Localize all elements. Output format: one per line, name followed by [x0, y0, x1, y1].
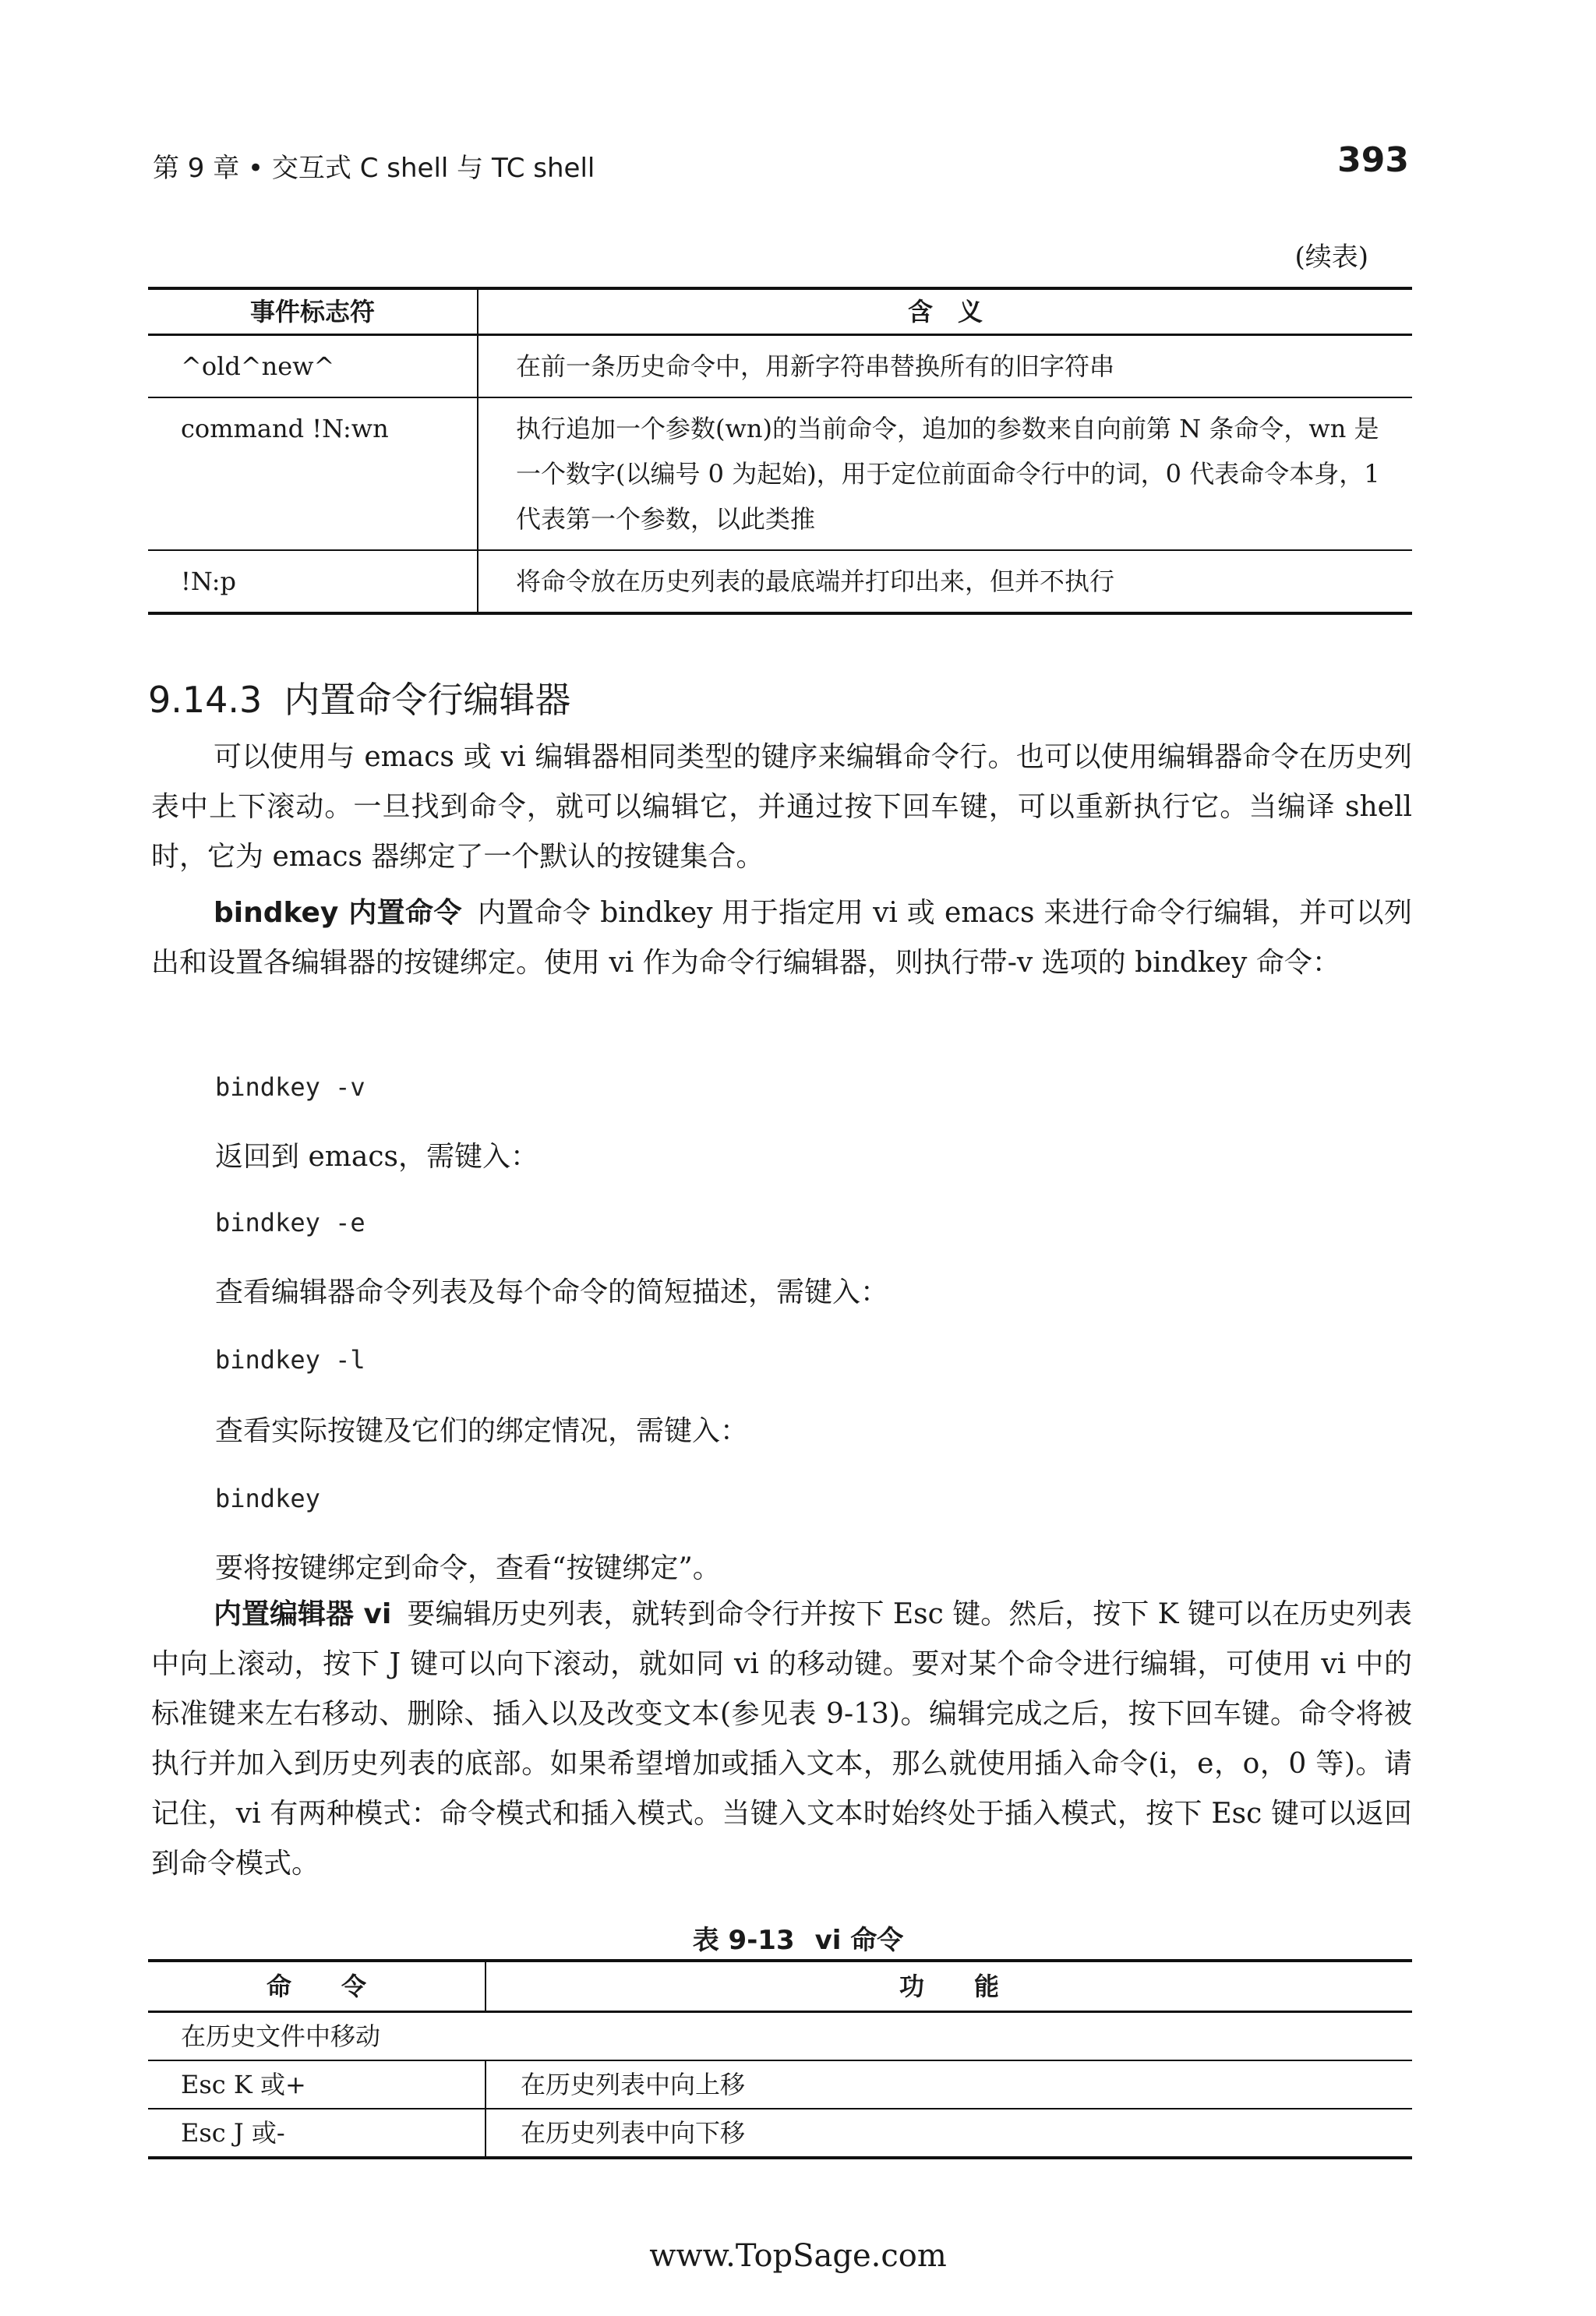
table-row [148, 550, 1412, 613]
table-row [148, 2060, 1412, 2109]
section-number: 9.14.3 [148, 679, 263, 721]
table-row [148, 2109, 1412, 2158]
table-cell: ^old^new^ [148, 335, 478, 398]
code-line: bindkey -l [215, 1345, 365, 1375]
table-cell: !N:p [148, 550, 478, 613]
table-header-cell: 含 义 [478, 288, 1412, 335]
event-designator-table [148, 287, 1412, 615]
footer-url: www.TopSage.com [649, 2238, 947, 2274]
paragraph-lead: 内置编辑器 vi [214, 1598, 392, 1630]
vi-commands-table [148, 1959, 1412, 2159]
code-line: bindkey -v [215, 1072, 365, 1102]
table-caption-number: 表 9-13 [692, 1925, 795, 1956]
code-line: bindkey -e [215, 1208, 365, 1237]
table-header-row [148, 1961, 1412, 2012]
table-row [148, 335, 1412, 398]
section-title: 内置命令行编辑器 [284, 679, 571, 721]
section-heading [148, 672, 570, 723]
text-line: 要将按键绑定到命令，查看“按键绑定”。 [215, 1552, 721, 1584]
table-cell: 在历史列表中向下移 [486, 2109, 1412, 2158]
paragraph-body: 内置命令 bindkey 用于指定用 vi 或 emacs 来进行命令行编辑，并可以列出和设置各编辑器的按键绑定。使用 vi 作为命令行编辑器，则执行带-v 选项的 bindkey 命令： [151, 897, 1412, 979]
table-caption [0, 1919, 1596, 1957]
paragraph [151, 1590, 1412, 1889]
table-group-row [148, 2012, 1412, 2061]
table-cell: 在历史列表中向上移 [486, 2060, 1412, 2109]
table-header-cell: 功 能 [486, 1961, 1412, 2012]
page-number: 393 [1337, 140, 1409, 180]
paragraph-body: 要编辑历史列表，就转到命令行并按下 Esc 键。然后，按下 K 键可以在历史列表中向上滚动，按下 J 键可以向下滚动，就如同 vi 的移动键。要对某个命令进行编辑，可使用 vi 中的标准键来左右移动、删除、插入以及改变文本(参见表 9-13)。编辑完成之后，按下回车键。命令将被执行并加入到历史列表的底部。如果希望增加或插入文本，那么就使用插入命令(i，e，o，0 等)。请记住，vi 有两种模式：命令模式和插入模式。当键入文本时始终处于插入模式，按下 Esc 键可以返回到命令模式。 [151, 1598, 1412, 1880]
table-cell: 在历史文件中移动 [148, 2012, 1412, 2061]
text-line: 返回到 emacs，需键入： [215, 1141, 538, 1173]
running-head [153, 140, 1409, 187]
table-caption-title: vi 命令 [814, 1925, 904, 1956]
table-cell: command !N:wn [148, 397, 478, 550]
paragraph: 可以使用与 emacs 或 vi 编辑器相同类型的键序来编辑命令行。也可以使用编辑器命令在历史列表中上下滚动。一旦找到命令，就可以编辑它，并通过按下回车键，可以重新执行它。当编译 shell 时，它为 emacs 器绑定了一个默认的按键集合。 [151, 741, 1412, 873]
table-header-row [148, 288, 1412, 335]
chapter-title: 第 9 章 • 交互式 C shell 与 TC shell [153, 153, 595, 184]
table-cell: 将命令放在历史列表的最底端并打印出来，但并不执行 [478, 550, 1412, 613]
continued-label: (续表) [1294, 242, 1368, 273]
text-line: 查看实际按键及它们的绑定情况，需键入： [215, 1415, 749, 1447]
table-cell: Esc K 或+ [148, 2060, 486, 2109]
table-cell: Esc J 或- [148, 2109, 486, 2158]
table-row [148, 397, 1412, 550]
code-line: bindkey [215, 1484, 320, 1513]
paragraph [151, 888, 1412, 988]
table-header-cell: 事件标志符 [148, 288, 478, 335]
table-cell: 在前一条历史命令中，用新字符串替换所有的旧字符串 [478, 335, 1412, 398]
paragraph-lead: bindkey 内置命令 [214, 897, 462, 929]
table-cell: 执行追加一个参数(wn)的当前命令，追加的参数来自向前第 N 条命令，wn 是一个数字(以编号 0 为起始)，用于定位前面命令行中的词，0 代表命令本身，1 代表第一个参数，以此类推 [478, 397, 1412, 550]
table-header-cell: 命 令 [148, 1961, 486, 2012]
text-line: 查看编辑器命令列表及每个命令的简短描述，需键入： [215, 1276, 889, 1308]
